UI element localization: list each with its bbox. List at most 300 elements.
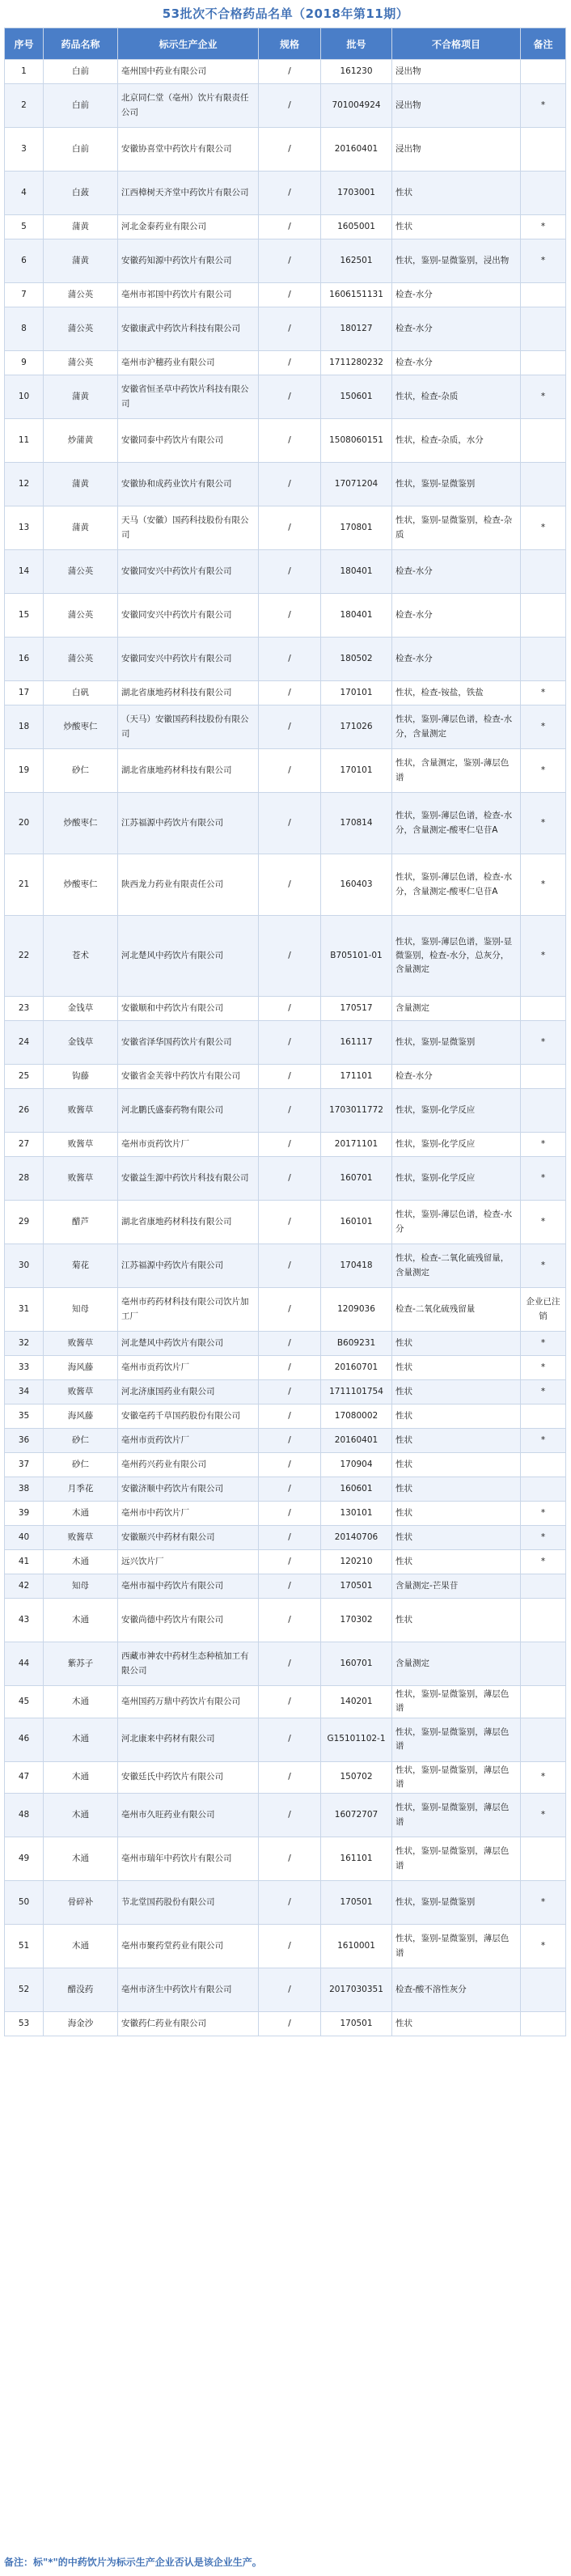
cell-spec: / xyxy=(259,594,321,638)
cell-batch: 140201 xyxy=(321,1686,392,1718)
cell-spec: / xyxy=(259,463,321,506)
cell-no: 30 xyxy=(5,1244,44,1288)
table-row xyxy=(5,1429,566,1453)
cell-company: 江苏福源中药饮片有限公司 xyxy=(118,1244,259,1288)
cell-batch: 130101 xyxy=(321,1502,392,1526)
cell-batch: 1605001 xyxy=(321,215,392,239)
cell-no: 6 xyxy=(5,239,44,283)
cell-spec: / xyxy=(259,681,321,705)
cell-company: 湖北省康地药材科技有限公司 xyxy=(118,749,259,793)
cell-remark: * xyxy=(521,1526,566,1550)
cell-spec: / xyxy=(259,1686,321,1718)
cell-no: 53 xyxy=(5,2012,44,2036)
cell-remark: * xyxy=(521,506,566,550)
table-row xyxy=(5,1065,566,1089)
cell-batch: 1508060151 xyxy=(321,419,392,463)
cell-company: 安徽省恒圣草中药饮片科技有限公司 xyxy=(118,375,259,419)
cell-failed-item: 性状，鉴别-薄层色谱，鉴别-显微鉴别，检查-水分，总灰分，含量测定 xyxy=(392,916,521,997)
cell-drug-name: 木通 xyxy=(44,1837,118,1881)
cell-company: 亳州市沪穗药业有限公司 xyxy=(118,351,259,375)
cell-spec: / xyxy=(259,172,321,215)
cell-spec: / xyxy=(259,1065,321,1089)
cell-drug-name: 砂仁 xyxy=(44,749,118,793)
cell-spec: / xyxy=(259,375,321,419)
cell-failed-item: 检查-水分 xyxy=(392,307,521,351)
cell-spec: / xyxy=(259,1837,321,1881)
cell-failed-item: 性状，鉴别-薄层色谱，检查-水分，含量测定-酸枣仁皂苷A xyxy=(392,793,521,854)
cell-spec: / xyxy=(259,1356,321,1380)
cell-drug-name: 蒲公英 xyxy=(44,283,118,307)
cell-drug-name: 蒲公英 xyxy=(44,351,118,375)
cell-drug-name: 木通 xyxy=(44,1761,118,1794)
cell-no: 49 xyxy=(5,1837,44,1881)
cell-failed-item: 性状 xyxy=(392,1502,521,1526)
cell-drug-name: 海风藤 xyxy=(44,1405,118,1429)
cell-remark: * xyxy=(521,1429,566,1453)
cell-remark xyxy=(521,351,566,375)
cell-no: 50 xyxy=(5,1881,44,1925)
cell-drug-name: 白蔹 xyxy=(44,172,118,215)
cell-no: 17 xyxy=(5,681,44,705)
cell-remark xyxy=(521,419,566,463)
cell-spec: / xyxy=(259,1244,321,1288)
cell-batch: 160701 xyxy=(321,1642,392,1686)
table-row xyxy=(5,239,566,283)
table-row xyxy=(5,1599,566,1642)
cell-remark xyxy=(521,463,566,506)
cell-batch: 170814 xyxy=(321,793,392,854)
cell-remark xyxy=(521,2012,566,2036)
cell-batch: 180502 xyxy=(321,638,392,681)
cell-batch: 170904 xyxy=(321,1453,392,1477)
cell-company: 安徽益生源中药饮片科技有限公司 xyxy=(118,1157,259,1201)
cell-failed-item: 性状，检查-杂质 xyxy=(392,375,521,419)
cell-drug-name: 醋没药 xyxy=(44,1968,118,2012)
cell-no: 11 xyxy=(5,419,44,463)
cell-no: 5 xyxy=(5,215,44,239)
cell-remark xyxy=(521,1686,566,1718)
cell-remark: * xyxy=(521,1201,566,1244)
table-row xyxy=(5,1968,566,2012)
cell-drug-name: 败酱草 xyxy=(44,1089,118,1133)
table-row xyxy=(5,705,566,749)
cell-drug-name: 炒蒲黄 xyxy=(44,419,118,463)
cell-spec: / xyxy=(259,1794,321,1837)
cell-drug-name: 炒酸枣仁 xyxy=(44,705,118,749)
cell-no: 35 xyxy=(5,1405,44,1429)
table-row xyxy=(5,1405,566,1429)
cell-spec: / xyxy=(259,1201,321,1244)
table-header-row xyxy=(5,28,566,60)
cell-remark xyxy=(521,594,566,638)
cell-company: 安徽同安兴中药饮片有限公司 xyxy=(118,594,259,638)
cell-failed-item: 性状 xyxy=(392,1356,521,1380)
cell-remark: * xyxy=(521,1761,566,1794)
cell-failed-item: 性状 xyxy=(392,1380,521,1405)
cell-no: 40 xyxy=(5,1526,44,1550)
cell-spec: / xyxy=(259,854,321,916)
cell-no: 22 xyxy=(5,916,44,997)
cell-failed-item: 性状，鉴别-显微鉴别，浸出物 xyxy=(392,239,521,283)
cell-drug-name: 败酱草 xyxy=(44,1526,118,1550)
table-row xyxy=(5,638,566,681)
cell-spec: / xyxy=(259,997,321,1021)
cell-remark xyxy=(521,1065,566,1089)
table-row xyxy=(5,419,566,463)
cell-failed-item: 性状 xyxy=(392,1405,521,1429)
cell-remark: * xyxy=(521,916,566,997)
cell-company: 河北鹏氏盛泰药物有限公司 xyxy=(118,1089,259,1133)
cell-drug-name: 蒲公英 xyxy=(44,307,118,351)
cell-remark: * xyxy=(521,1157,566,1201)
cell-remark xyxy=(521,1089,566,1133)
cell-failed-item: 性状，鉴别-化学反应 xyxy=(392,1089,521,1133)
cell-remark: * xyxy=(521,1332,566,1356)
cell-company: 亳州市中药饮片厂 xyxy=(118,1502,259,1526)
cell-batch: 170101 xyxy=(321,681,392,705)
cell-failed-item: 性状，鉴别-化学反应 xyxy=(392,1157,521,1201)
table-row xyxy=(5,1332,566,1356)
cell-failed-item: 性状 xyxy=(392,1526,521,1550)
cell-spec: / xyxy=(259,283,321,307)
cell-drug-name: 败酱草 xyxy=(44,1380,118,1405)
cell-company: 安徽顺和中药饮片有限公司 xyxy=(118,997,259,1021)
cell-failed-item: 检查-水分 xyxy=(392,638,521,681)
cell-failed-item: 性状 xyxy=(392,1550,521,1574)
cell-company: 安徽省泽华国药饮片有限公司 xyxy=(118,1021,259,1065)
cell-remark: * xyxy=(521,1380,566,1405)
cell-failed-item: 性状 xyxy=(392,2012,521,2036)
cell-remark xyxy=(521,283,566,307)
cell-company: 亳州市贡药饮片厂 xyxy=(118,1356,259,1380)
cell-spec: / xyxy=(259,1925,321,1968)
cell-company: 西藏市神农中药材生态种植加工有限公司 xyxy=(118,1642,259,1686)
cell-company: 湖北省康地药材科技有限公司 xyxy=(118,681,259,705)
table-row xyxy=(5,1526,566,1550)
cell-failed-item: 浸出物 xyxy=(392,128,521,172)
cell-remark xyxy=(521,1642,566,1686)
cell-company: 江西樟树天齐堂中药饮片有限公司 xyxy=(118,172,259,215)
table-row xyxy=(5,1380,566,1405)
cell-company: 亳州市贡药饮片厂 xyxy=(118,1429,259,1453)
cell-failed-item: 检查-水分 xyxy=(392,351,521,375)
cell-batch: 180127 xyxy=(321,307,392,351)
cell-spec: / xyxy=(259,1021,321,1065)
cell-failed-item: 性状 xyxy=(392,1429,521,1453)
cell-batch: B609231 xyxy=(321,1332,392,1356)
header-remark: 备注 xyxy=(521,28,566,60)
cell-company: 安徽协和成药业饮片有限公司 xyxy=(118,463,259,506)
table-row xyxy=(5,375,566,419)
cell-drug-name: 木通 xyxy=(44,1599,118,1642)
unqualified-drug-table xyxy=(4,28,566,2036)
table-row xyxy=(5,506,566,550)
cell-failed-item: 性状 xyxy=(392,215,521,239)
cell-drug-name: 苍术 xyxy=(44,916,118,997)
cell-failed-item: 性状，鉴别-薄层色谱，检查-水分 xyxy=(392,1201,521,1244)
cell-spec: / xyxy=(259,307,321,351)
cell-company: 节北堂国药股份有限公司 xyxy=(118,1881,259,1925)
cell-drug-name: 白前 xyxy=(44,128,118,172)
cell-remark: * xyxy=(521,1021,566,1065)
cell-drug-name: 木通 xyxy=(44,1502,118,1526)
cell-batch: 180401 xyxy=(321,594,392,638)
cell-failed-item: 性状，鉴别-薄层色谱，检查-水分，含量测定-酸枣仁皂苷A xyxy=(392,854,521,916)
cell-failed-item: 性状，鉴别-显微鉴别，薄层色谱 xyxy=(392,1686,521,1718)
cell-spec: / xyxy=(259,1332,321,1356)
cell-drug-name: 紫苏子 xyxy=(44,1642,118,1686)
cell-company: 河北金泰药业有限公司 xyxy=(118,215,259,239)
table-row xyxy=(5,283,566,307)
cell-drug-name: 醋芦 xyxy=(44,1201,118,1244)
cell-spec: / xyxy=(259,550,321,594)
header-spec: 规格 xyxy=(259,28,321,60)
cell-no: 38 xyxy=(5,1477,44,1502)
cell-batch: 20160401 xyxy=(321,128,392,172)
cell-company: 安徽廷氏中药饮片有限公司 xyxy=(118,1761,259,1794)
cell-remark xyxy=(521,638,566,681)
cell-failed-item: 检查-酸不溶性灰分 xyxy=(392,1968,521,2012)
cell-spec: / xyxy=(259,128,321,172)
cell-no: 23 xyxy=(5,997,44,1021)
cell-spec: / xyxy=(259,84,321,128)
cell-drug-name: 海风藤 xyxy=(44,1356,118,1380)
cell-batch: 150601 xyxy=(321,375,392,419)
cell-batch: 150702 xyxy=(321,1761,392,1794)
cell-company: 亳州市瑞年中药饮片有限公司 xyxy=(118,1837,259,1881)
cell-spec: / xyxy=(259,1968,321,2012)
cell-company: 安徽亳药千草国药股份有限公司 xyxy=(118,1405,259,1429)
cell-company: 亳州市贡药饮片厂 xyxy=(118,1133,259,1157)
cell-failed-item: 性状 xyxy=(392,1599,521,1642)
cell-drug-name: 蒲黄 xyxy=(44,239,118,283)
cell-no: 12 xyxy=(5,463,44,506)
cell-spec: / xyxy=(259,793,321,854)
cell-batch: 170501 xyxy=(321,1881,392,1925)
cell-spec: / xyxy=(259,1429,321,1453)
cell-batch: 180401 xyxy=(321,550,392,594)
cell-no: 52 xyxy=(5,1968,44,2012)
cell-spec: / xyxy=(259,1526,321,1550)
cell-batch: 170302 xyxy=(321,1599,392,1642)
table-row xyxy=(5,172,566,215)
cell-spec: / xyxy=(259,1453,321,1477)
cell-remark: * xyxy=(521,1794,566,1837)
cell-batch: 171101 xyxy=(321,1065,392,1089)
cell-no: 33 xyxy=(5,1356,44,1380)
cell-no: 28 xyxy=(5,1157,44,1201)
cell-failed-item: 浸出物 xyxy=(392,60,521,84)
cell-company: 河北楚风中药饮片有限公司 xyxy=(118,1332,259,1356)
cell-drug-name: 蒲黄 xyxy=(44,215,118,239)
cell-remark: * xyxy=(521,1881,566,1925)
cell-failed-item: 性状 xyxy=(392,1477,521,1502)
table-row xyxy=(5,1881,566,1925)
table-row xyxy=(5,1686,566,1718)
cell-company: 北京同仁堂（亳州）饮片有限责任公司 xyxy=(118,84,259,128)
cell-drug-name: 木通 xyxy=(44,1794,118,1837)
table-row xyxy=(5,1642,566,1686)
table-row xyxy=(5,749,566,793)
cell-spec: / xyxy=(259,1599,321,1642)
cell-spec: / xyxy=(259,705,321,749)
cell-no: 45 xyxy=(5,1686,44,1718)
cell-remark xyxy=(521,1574,566,1599)
cell-failed-item: 性状，鉴别-显微鉴别，薄层色谱 xyxy=(392,1794,521,1837)
cell-drug-name: 知母 xyxy=(44,1288,118,1332)
cell-batch: 160101 xyxy=(321,1201,392,1244)
cell-batch: 17080002 xyxy=(321,1405,392,1429)
cell-drug-name: 知母 xyxy=(44,1574,118,1599)
cell-failed-item: 性状，检查-杂质，水分 xyxy=(392,419,521,463)
cell-failed-item: 性状，鉴别-显微鉴别，薄层色谱 xyxy=(392,1837,521,1881)
table-row xyxy=(5,550,566,594)
cell-remark xyxy=(521,307,566,351)
cell-drug-name: 白前 xyxy=(44,60,118,84)
cell-drug-name: 木通 xyxy=(44,1550,118,1574)
table-row xyxy=(5,1925,566,1968)
cell-company: 河北济康国药业有限公司 xyxy=(118,1380,259,1405)
cell-company: 河北康来中药材有限公司 xyxy=(118,1718,259,1761)
cell-batch: 1606151131 xyxy=(321,283,392,307)
cell-drug-name: 蒲黄 xyxy=(44,463,118,506)
cell-no: 15 xyxy=(5,594,44,638)
cell-no: 1 xyxy=(5,60,44,84)
cell-spec: / xyxy=(259,1089,321,1133)
table-row xyxy=(5,128,566,172)
cell-drug-name: 败酱草 xyxy=(44,1157,118,1201)
header-no: 序号 xyxy=(5,28,44,60)
cell-no: 20 xyxy=(5,793,44,854)
cell-company: 亳州药兴药业有限公司 xyxy=(118,1453,259,1477)
table-row xyxy=(5,60,566,84)
cell-drug-name: 蒲黄 xyxy=(44,375,118,419)
cell-failed-item: 性状，鉴别-显微鉴别，薄层色谱 xyxy=(392,1718,521,1761)
cell-company: 亳州市济生中药饮片有限公司 xyxy=(118,1968,259,2012)
table-row xyxy=(5,351,566,375)
cell-no: 14 xyxy=(5,550,44,594)
cell-spec: / xyxy=(259,1133,321,1157)
cell-drug-name: 菊花 xyxy=(44,1244,118,1288)
cell-failed-item: 含量测定 xyxy=(392,997,521,1021)
cell-batch: B705101-01 xyxy=(321,916,392,997)
cell-failed-item: 性状，鉴别-薄层色谱，检查-水分，含量测定 xyxy=(392,705,521,749)
cell-remark xyxy=(521,550,566,594)
cell-failed-item: 性状 xyxy=(392,1332,521,1356)
cell-failed-item: 性状，鉴别-显微鉴别 xyxy=(392,1881,521,1925)
table-row xyxy=(5,916,566,997)
cell-company: 湖北省康地药材科技有限公司 xyxy=(118,1201,259,1244)
cell-no: 42 xyxy=(5,1574,44,1599)
header-company: 标示生产企业 xyxy=(118,28,259,60)
header-failed-item: 不合格项目 xyxy=(392,28,521,60)
cell-failed-item: 性状，鉴别-显微鉴别，检查-杂质 xyxy=(392,506,521,550)
cell-spec: / xyxy=(259,60,321,84)
cell-drug-name: 海金沙 xyxy=(44,2012,118,2036)
cell-no: 9 xyxy=(5,351,44,375)
cell-company: 亳州市药药材科技有限公司饮片加工厂 xyxy=(118,1288,259,1332)
cell-batch: 162501 xyxy=(321,239,392,283)
cell-company: 安徽颐兴中药材有限公司 xyxy=(118,1526,259,1550)
cell-company: 安徽药仁药业有限公司 xyxy=(118,2012,259,2036)
table-row xyxy=(5,997,566,1021)
cell-spec: / xyxy=(259,916,321,997)
cell-batch: 160403 xyxy=(321,854,392,916)
cell-remark: 企业已注销 xyxy=(521,1288,566,1332)
cell-drug-name: 蒲公英 xyxy=(44,594,118,638)
table-row xyxy=(5,1477,566,1502)
cell-failed-item: 含量测定-芒果苷 xyxy=(392,1574,521,1599)
cell-no: 7 xyxy=(5,283,44,307)
cell-no: 18 xyxy=(5,705,44,749)
cell-no: 2 xyxy=(5,84,44,128)
cell-no: 24 xyxy=(5,1021,44,1065)
table-row xyxy=(5,1356,566,1380)
cell-spec: / xyxy=(259,1881,321,1925)
cell-drug-name: 砂仁 xyxy=(44,1429,118,1453)
cell-batch: 1711280232 xyxy=(321,351,392,375)
cell-spec: / xyxy=(259,1288,321,1332)
table-row xyxy=(5,1502,566,1526)
cell-batch: 20171101 xyxy=(321,1133,392,1157)
table-row xyxy=(5,307,566,351)
cell-remark: * xyxy=(521,749,566,793)
cell-failed-item: 性状，检查-二氧化硫残留量，含量测定 xyxy=(392,1244,521,1288)
table-row xyxy=(5,1021,566,1065)
cell-failed-item: 性状，鉴别-显微鉴别，薄层色谱 xyxy=(392,1761,521,1794)
cell-remark: * xyxy=(521,854,566,916)
page-title: 53批次不合格药品名单（2018年第11期） xyxy=(162,6,409,21)
cell-no: 37 xyxy=(5,1453,44,1477)
cell-batch: G15101102-1 xyxy=(321,1718,392,1761)
cell-no: 16 xyxy=(5,638,44,681)
cell-remark: * xyxy=(521,793,566,854)
cell-no: 19 xyxy=(5,749,44,793)
table-row xyxy=(5,1453,566,1477)
cell-failed-item: 性状 xyxy=(392,172,521,215)
cell-spec: / xyxy=(259,419,321,463)
cell-no: 21 xyxy=(5,854,44,916)
cell-remark: * xyxy=(521,84,566,128)
cell-company: （天马）安徽国药科技股份有限公司 xyxy=(118,705,259,749)
cell-company: 陕西龙力药业有限责任公司 xyxy=(118,854,259,916)
cell-remark xyxy=(521,1477,566,1502)
cell-company: 安徽省金芙蓉中药饮片有限公司 xyxy=(118,1065,259,1089)
cell-spec: / xyxy=(259,239,321,283)
cell-failed-item: 浸出物 xyxy=(392,84,521,128)
cell-remark: * xyxy=(521,681,566,705)
cell-no: 8 xyxy=(5,307,44,351)
cell-drug-name: 月季花 xyxy=(44,1477,118,1502)
cell-no: 46 xyxy=(5,1718,44,1761)
cell-failed-item: 性状，鉴别-显微鉴别，薄层色谱 xyxy=(392,1925,521,1968)
header-drug-name: 药品名称 xyxy=(44,28,118,60)
cell-spec: / xyxy=(259,1550,321,1574)
table-row xyxy=(5,1201,566,1244)
cell-spec: / xyxy=(259,1380,321,1405)
table-row xyxy=(5,1550,566,1574)
cell-company: 安徽济顺中药饮片有限公司 xyxy=(118,1477,259,1502)
cell-drug-name: 炒酸枣仁 xyxy=(44,793,118,854)
cell-drug-name: 败酱草 xyxy=(44,1133,118,1157)
cell-batch: 1703001 xyxy=(321,172,392,215)
cell-failed-item: 检查-水分 xyxy=(392,550,521,594)
cell-spec: / xyxy=(259,1477,321,1502)
cell-batch: 1703011772 xyxy=(321,1089,392,1133)
cell-no: 27 xyxy=(5,1133,44,1157)
table-row xyxy=(5,1574,566,1599)
cell-company: 亳州市祁国中药饮片有限公司 xyxy=(118,283,259,307)
